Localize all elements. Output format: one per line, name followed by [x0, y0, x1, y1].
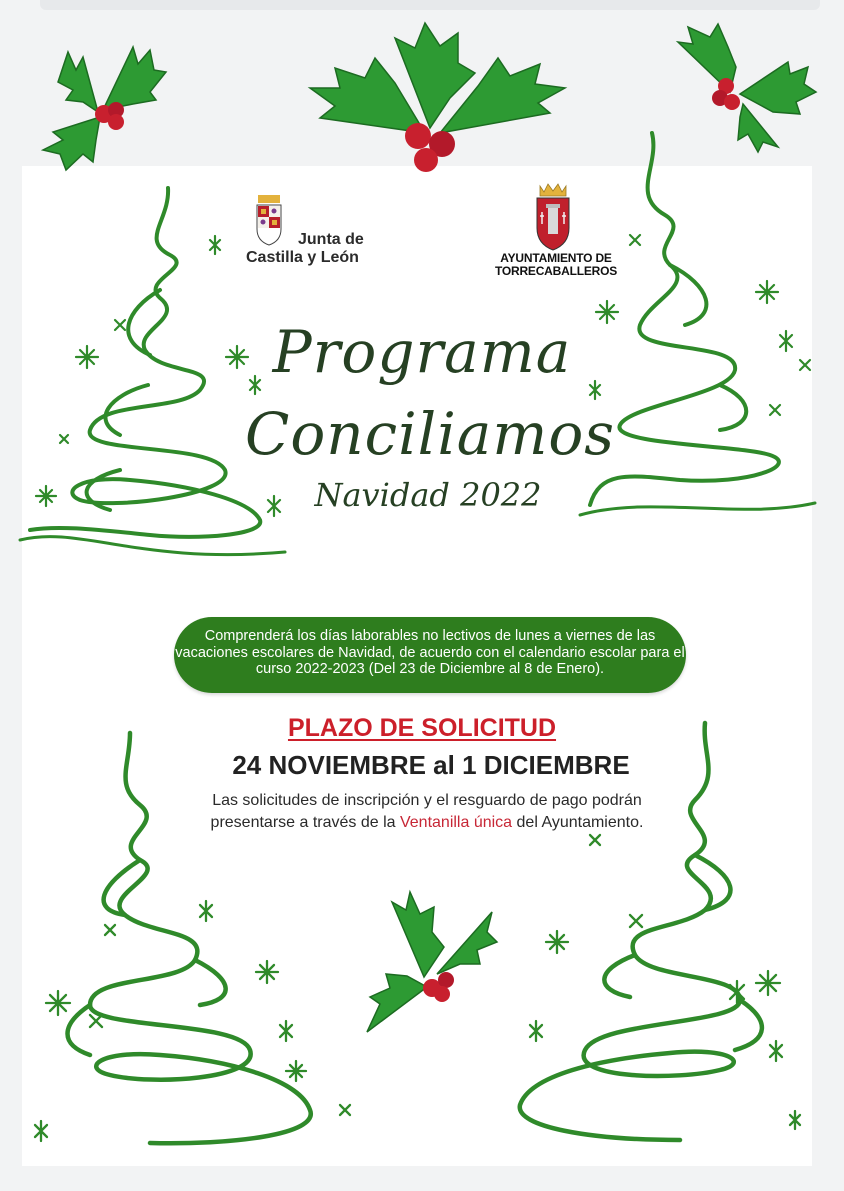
christmas-tree-icon [490, 715, 820, 1165]
top-edge [40, 0, 820, 10]
holly-icon [668, 22, 818, 152]
ventanilla-unica-highlight: Ventanilla única [399, 814, 513, 831]
holly-icon [362, 892, 497, 1042]
title-line2: Conciliamos [244, 400, 616, 468]
desc-after: del Ayuntamiento. [512, 814, 644, 831]
info-banner [174, 617, 686, 693]
junta-logo-line2: Castilla y León [246, 249, 359, 266]
ayuntamiento-logo [486, 182, 626, 282]
desc-before: Las solicitudes de inscripción y el resguardo de pago podrán presentarse a través de la [210, 792, 642, 831]
ayto-logo-line1: AYUNTAMIENTO DE [500, 251, 612, 265]
title-line1: Programa [272, 318, 572, 386]
plazo-heading-text: PLAZO DE SOLICITUD [287, 714, 557, 742]
plazo-heading [0, 714, 844, 743]
plazo-dates: 24 NOVIEMBRE al 1 DICIEMBRE [232, 750, 630, 780]
plazo-description [210, 790, 644, 834]
holly-icon [38, 22, 168, 172]
junta-castilla-leon-logo [246, 193, 381, 273]
subtitle: Navidad 2022 [314, 476, 542, 514]
info-text: Comprenderá los días laborables no lectivos de lunes a viernes de las vacaciones escolares de Navidad, de acuerdo con el calendario escolar para el curso 2022-2023 (Del 23 de Diciembre al 8 de Enero). [175, 628, 685, 677]
ayto-logo-line2: TORRECABALLEROS [494, 264, 618, 278]
coat-of-arms-icon [534, 182, 572, 252]
junta-logo-line1: Junta de [298, 231, 364, 248]
holly-icon [300, 18, 570, 178]
